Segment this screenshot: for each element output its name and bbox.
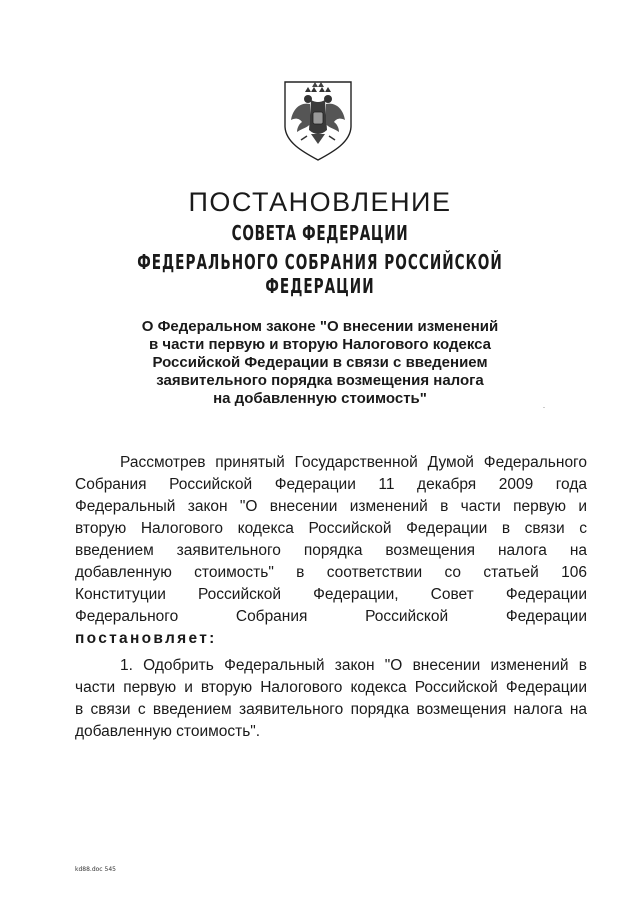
subject-line: заявительного порядка возмещения налога — [156, 372, 484, 389]
preamble-paragraph — [75, 452, 587, 650]
paragraph-line: части первую и вторую Налогового кодекса Российской Федерации — [75, 679, 587, 696]
paragraph-line: Федерального Собрания Российской Федерации — [75, 608, 587, 625]
paragraph-line: вторую Налогового кодекса Российской Федерации в связи с — [75, 520, 587, 537]
paragraph-line: Федеральный закон "О внесении изменений в части первую и — [75, 498, 587, 515]
subject-line: О Федеральном законе "О внесении изменений — [141, 318, 499, 335]
subject-line: на добавленную стоимость" — [213, 390, 427, 407]
paragraph-line: добавленную стоимость" в соответствии со статьей 106 — [75, 564, 587, 581]
scan-speck — [543, 407, 545, 408]
resolves-word: постановляет: — [75, 630, 217, 647]
issuer-line2: ФЕДЕРАЛЬНОГО СОБРАНИЯ РОССИЙСКОЙ ФЕДЕРАЦИИ — [137, 250, 503, 298]
paragraph-line: Собрания Российской Федерации 11 декабря 2009 года — [75, 476, 587, 493]
paragraph-line: введением заявительного порядка возмещения налога на — [75, 542, 587, 559]
resolution-item-1 — [75, 655, 587, 743]
subject-line: в части первую и вторую Налогового кодекса — [148, 336, 492, 353]
document-file-reference: kd88.doc 545 — [75, 866, 116, 873]
coat-of-arms-icon — [281, 78, 355, 162]
subject-line: Российской Федерации в связи с введением — [152, 354, 488, 371]
paragraph-line: добавленную стоимость". — [75, 723, 261, 740]
paragraph-line: в связи с введением заявительного порядка возмещения налога на — [75, 701, 587, 718]
paragraph-line: Рассмотрев принятый Государственной Думой Федерального — [120, 454, 587, 471]
paragraph-line: 1. Одобрить Федеральный закон "О внесении изменений в — [120, 657, 587, 674]
page-title: ПОСТАНОВЛЕНИЕ — [188, 187, 452, 217]
document-subject — [120, 318, 520, 408]
issuer-line1: СОВЕТА ФЕДЕРАЦИИ — [231, 221, 409, 245]
paragraph-line: Конституции Российской Федерации, Совет Федерации — [75, 586, 587, 603]
